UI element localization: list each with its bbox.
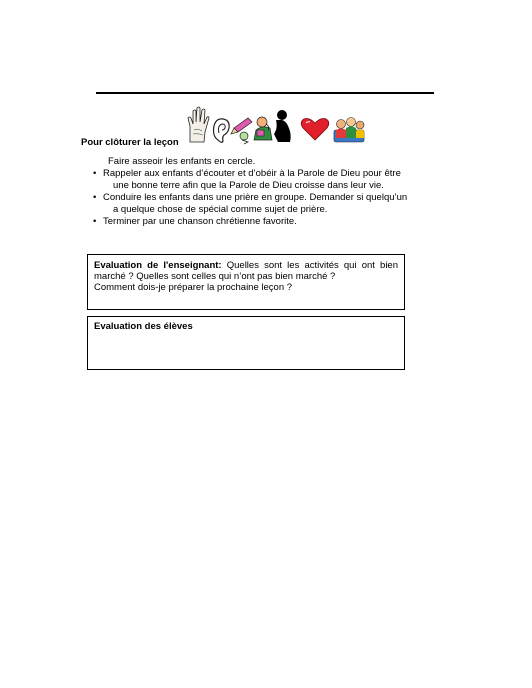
bullet: • (93, 168, 97, 179)
bullet: • (93, 216, 97, 227)
hand-icon (188, 107, 209, 142)
praying-child-icon (254, 117, 272, 140)
top-rule (96, 92, 434, 94)
bullet-list (93, 168, 433, 228)
list-item-line: Rappeler aux enfants d’écouter et d’obéir à la Parole de Dieu pour être (103, 168, 401, 179)
children-group-icon (334, 118, 364, 143)
kneeling-child-icon (231, 118, 252, 144)
teacher-evaluation-label: Evaluation de l'enseignant: (94, 260, 222, 271)
list-item-line: Conduire les enfants dans une prière en groupe. Demander si quelqu’un (103, 192, 408, 203)
list-item (93, 192, 433, 216)
praying-silhouette-icon (274, 110, 291, 142)
teacher-evaluation-text (94, 260, 398, 282)
student-evaluation-label: Evaluation des élèves (94, 321, 193, 332)
activity-icons (186, 106, 366, 146)
student-evaluation-box (87, 316, 405, 370)
teacher-evaluation-question: Quelles sont les activités qui ont bien marché ? Quelles sont celles qui n’ont pas bien marché ? (94, 260, 398, 282)
heart-icon (301, 119, 329, 141)
list-item-line: une bonne terre afin que la Parole de Dieu croisse dans leur vie. (113, 180, 384, 191)
ear-icon (214, 119, 230, 142)
teacher-evaluation-question-2: Comment dois-je préparer la prochaine leçon ? (94, 282, 293, 293)
list-item-line: Terminer par une chanson chrétienne favorite. (103, 216, 297, 227)
teacher-evaluation-box (87, 254, 405, 310)
list-item-line: a quelque chose de spécial comme sujet de prière. (113, 204, 328, 215)
list-item (93, 216, 433, 228)
bullet: • (93, 192, 97, 203)
intro-line: Faire asseoir les enfants en cercle. (108, 156, 256, 167)
section-heading: Pour clôturer la leçon (81, 137, 179, 148)
closing-instructions (93, 156, 433, 228)
list-item (93, 168, 433, 192)
